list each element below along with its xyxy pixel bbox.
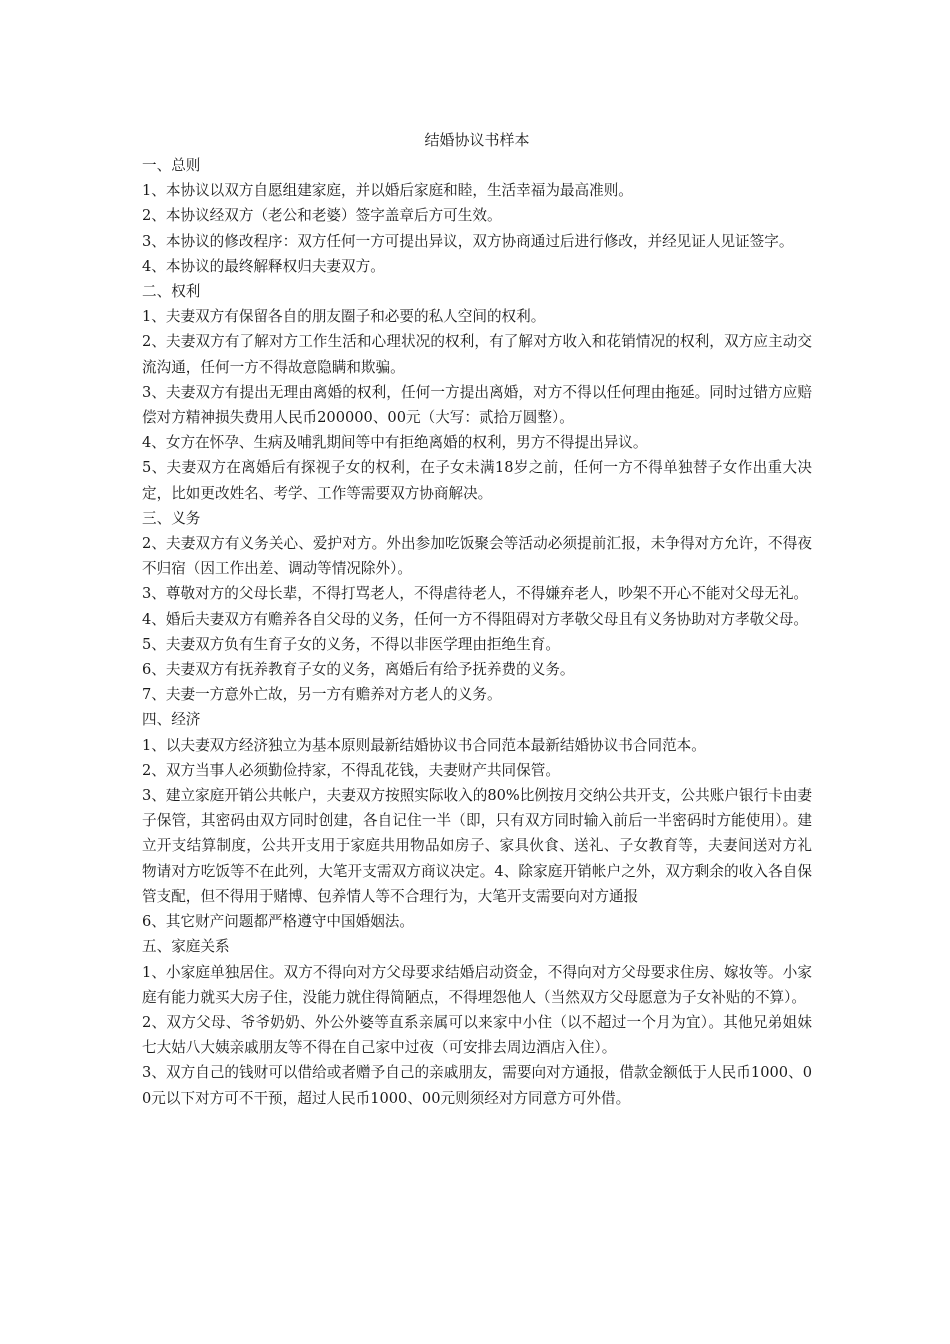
document-page — [142, 128, 812, 1111]
clause-paragraph: 2、双方当事人必须勤俭持家，不得乱花钱，夫妻财产共同保管。 — [142, 761, 560, 779]
clause-paragraph: 6、夫妻双方有抚养教育子女的义务，离婚后有给予抚养费的义务。 — [142, 661, 575, 679]
clause-paragraph: 3、双方自己的钱财可以借给或者赠予自己的亲戚朋友，需要向对方通报，借款金额低于人民币1000、00元以下对方可不干预，超过人民币1000、00元则须经对方同意方可外借。 — [142, 1064, 812, 1107]
clause-paragraph: 3、尊敬对方的父母长辈，不得打骂老人，不得虐待老人，不得嫌弃老人，吵架不开心不能对父母无礼。 — [142, 585, 809, 603]
clause-paragraph: 3、夫妻双方有提出无理由离婚的权利，任何一方提出离婚，对方不得以任何理由拖延。同时过错方应赔偿对方精神损失费用人民币200000、00元（大写：贰拾万圆整）。 — [142, 383, 812, 427]
clause-paragraph: 5、夫妻双方负有生育子女的义务，不得以非医学理由拒绝生育。 — [142, 635, 560, 653]
clause-paragraph: 2、夫妻双方有义务关心、爱护对方。外出参加吃饭聚会等活动必须提前汇报，未争得对方允许，不得夜不归宿（因工作出差、调动等情况除外）。 — [142, 535, 812, 578]
section-heading: 四、经济 — [142, 711, 201, 729]
document-body — [142, 153, 812, 1111]
clause-paragraph: 4、婚后夫妻双方有赡养各自父母的义务，任何一方不得阻碍对方孝敬父母且有义务协助对方孝敬父母。 — [142, 610, 809, 628]
clause-paragraph: 1、以夫妻双方经济独立为基本原则最新结婚协议书合同范本最新结婚协议书合同范本。 — [142, 736, 706, 754]
clause-paragraph: 1、夫妻双方有保留各自的朋友圈子和必要的私人空间的权利。 — [142, 308, 546, 326]
clause-paragraph: 4、本协议的最终解释权归夫妻双方。 — [142, 257, 385, 275]
clause-paragraph: 3、建立家庭开销公共帐户，夫妻双方按照实际收入的80%比例按月交纳公共开支，公共账户银行卡由妻子保管，其密码由双方同时创建，各自记住一半（即，只有双方同时输入前后一半密码时方能使用）。建立开支结算制度，公共开支用于家庭共用物品如房子、家具伙食、送礼、子女教育等，夫妻间送对方礼物请对方吃饭等不在此列，大笔开支需双方商议决定。4、除家庭开销帐户之外，双方剩余的收入各自保管支配，但不得用于赌博、包养情人等不合理行为，大笔开支需要向对方通报 — [142, 787, 812, 905]
section-heading: 三、义务 — [142, 509, 201, 527]
clause-paragraph: 7、夫妻一方意外亡故，另一方有赡养对方老人的义务。 — [142, 686, 502, 704]
section-heading: 五、家庭关系 — [142, 938, 230, 956]
clause-paragraph: 5、夫妻双方在离婚后有探视子女的权利，在子女未满18岁之前，任何一方不得单独替子女作出重大决定，比如更改姓名、考学、工作等需要双方协商解决。 — [142, 459, 812, 502]
clause-paragraph: 6、其它财产问题都严格遵守中国婚姻法。 — [142, 913, 414, 931]
clause-paragraph: 2、本协议经双方（老公和老婆）签字盖章后方可生效。 — [142, 207, 502, 225]
section-heading: 二、权利 — [142, 283, 201, 301]
clause-paragraph: 1、本协议以双方自愿组建家庭，并以婚后家庭和睦，生活幸福为最高准则。 — [142, 182, 633, 200]
clause-paragraph: 3、本协议的修改程序：双方任何一方可提出异议，双方协商通过后进行修改，并经见证人见证签字。 — [142, 232, 794, 250]
document-title: 结婚协议书样本 — [424, 131, 530, 149]
clause-paragraph: 2、夫妻双方有了解对方工作生活和心理状况的权利，有了解对方收入和花销情况的权利，双方应主动交流沟通，任何一方不得故意隐瞒和欺骗。 — [142, 333, 812, 376]
section-heading: 一、总则 — [142, 157, 201, 174]
clause-paragraph: 2、双方父母、爷爷奶奶、外公外婆等直系亲属可以来家中小住（以不超过一个月为宜）。其他兄弟姐妹七大姑八大姨亲戚朋友等不得在自己家中过夜（可安排去周边酒店入住）。 — [142, 1013, 812, 1057]
clause-paragraph: 4、女方在怀孕、生病及哺乳期间等中有拒绝离婚的权利，男方不得提出异议。 — [142, 434, 648, 452]
clause-paragraph: 1、小家庭单独居住。双方不得向对方父母要求结婚启动资金，不得向对方父母要求住房、嫁妆等。小家庭有能力就买大房子住，没能力就住得简陋点，不得埋怨他人（当然双方父母愿意为子女补贴的不算）。 — [142, 963, 812, 1006]
